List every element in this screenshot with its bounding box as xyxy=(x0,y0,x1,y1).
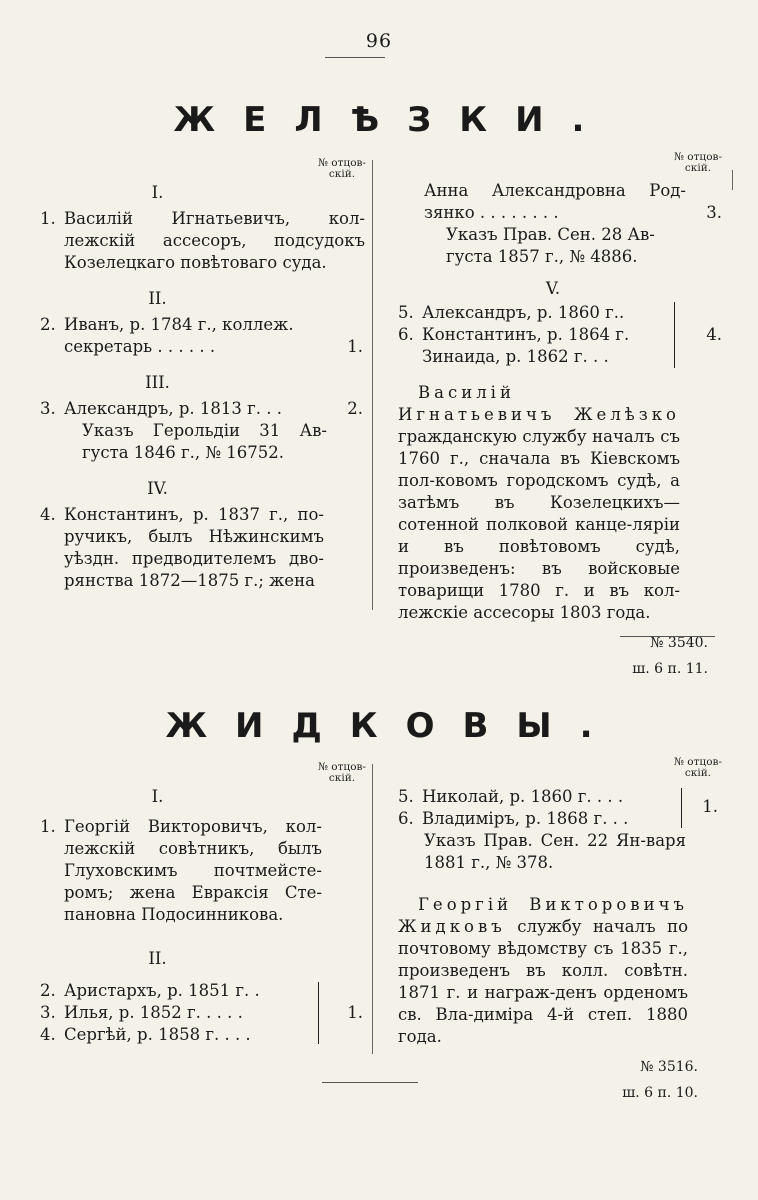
decree: Указъ Прав. Сен. 22 Ян-варя 1881 г., № 378. xyxy=(424,831,686,872)
biography-note xyxy=(398,382,680,624)
wife-otc: 3. xyxy=(706,203,722,222)
biography-name: Георгiй Викторовичъ Жидковъ xyxy=(398,895,688,936)
otc-label-right-1: № отцов- скiй. xyxy=(674,151,722,174)
biography-paragraph xyxy=(398,382,680,624)
entry-number: 2. xyxy=(40,315,56,334)
biography-paragraph xyxy=(398,894,688,1048)
archive-ref-number: № 3516. xyxy=(640,1059,698,1075)
wife-name: Анна Александровна Род-зянко . . . . . . . . xyxy=(424,181,686,222)
archive-ref-number: № 3540. xyxy=(650,635,708,651)
column-divider-left-1 xyxy=(372,160,373,610)
family-title-zhelezki: ЖЕЛѢЗКИ. xyxy=(173,100,613,140)
person-entry-7 xyxy=(398,346,718,368)
entry-text: Георгiй Викторовичъ, кол-лежскiй совѣтникъ, былъ Глуховскимъ почтмейсте-ромъ; жена Евраксiя Сте-пановна Подосинникова. xyxy=(64,817,322,924)
entry-text: Зинаида, р. 1862 г. . . xyxy=(422,347,609,366)
column-divider-left-2 xyxy=(372,764,373,1054)
person-entry-4 xyxy=(40,1024,365,1046)
entry-number: 5. xyxy=(398,787,414,806)
entry-text: Аристархъ, р. 1851 г. . xyxy=(64,981,260,1000)
entry-text: Константинъ, р. 1864 г. xyxy=(422,325,630,344)
person-entry-2 xyxy=(40,314,365,358)
entry-text: Сергѣй, р. 1858 г. . . . xyxy=(64,1025,251,1044)
entry-number: 6. xyxy=(398,325,414,344)
person-entry-1 xyxy=(40,816,365,926)
family1-right-column xyxy=(398,180,722,680)
entry-number: 6. xyxy=(398,809,414,828)
entry-number: 4. xyxy=(40,1025,56,1044)
person-entry-3 xyxy=(40,1002,365,1024)
otc-label-left-2: № отцов- скiй. xyxy=(318,761,366,784)
entry-number: 3. xyxy=(40,1003,56,1022)
generation-heading: IV. xyxy=(147,479,168,498)
header-rule xyxy=(325,57,385,58)
person-entry-4 xyxy=(40,504,365,592)
entry-number: 3. xyxy=(40,399,56,418)
entry-otc: 2. xyxy=(347,399,363,418)
entry-text: Александръ, р. 1860 г.. xyxy=(422,303,625,322)
column-divider-right-1 xyxy=(732,170,733,190)
generation-heading: II. xyxy=(148,289,167,308)
group-otc: 4. xyxy=(706,325,722,344)
children-group xyxy=(398,786,718,830)
group-brace xyxy=(681,788,682,828)
person-entry-3 xyxy=(40,398,365,464)
group-otc: 1. xyxy=(702,797,718,816)
wife-decree: Указъ Прав. Сен. 28 Ав-густа 1857 г., № 4886. xyxy=(446,225,655,266)
group-otc: 1. xyxy=(347,1003,363,1022)
otc-label-left-1: № отцов- скiй. xyxy=(318,157,366,180)
children-group xyxy=(398,302,722,368)
group-brace xyxy=(318,982,319,1044)
entry-number: 1. xyxy=(40,209,56,228)
entry-text: Александръ, р. 1813 г. . . xyxy=(64,399,282,418)
entry-number: 1. xyxy=(40,817,56,836)
person-entry-2 xyxy=(40,980,365,1002)
generation-heading: V. xyxy=(545,279,561,298)
generation-heading: II. xyxy=(148,949,167,968)
entry-otc: 1. xyxy=(347,337,363,356)
person-entry-6 xyxy=(398,324,718,346)
family2-right-column xyxy=(398,786,718,1104)
entry-text: Илья, р. 1852 г. . . . . xyxy=(64,1003,243,1022)
biography-text: службу началъ по почтовому вѣдомству съ 1835 г., произведенъ въ колл. совѣтн. 1871 г. и награж-денъ орденомъ св. Вла-димiра 4-й степ. 1880 года. xyxy=(398,917,689,1046)
archive-ref-shelf: ш. 6 п. 11. xyxy=(632,661,708,677)
group-brace xyxy=(674,302,675,368)
generation-heading: III. xyxy=(145,373,170,392)
biography-text: гражданскую службу началъ съ 1760 г., сначала въ Кiевскомъ пол-ковомъ городскомъ судѣ, а затѣмъ въ Козелецкихъ—сотенной полковой канце-ляріи и въ повѣтовомъ судѣ, произведенъ: въ войсковые товарищи 1780 г. и въ кол-лежскiе ассесоры 1803 года. xyxy=(398,427,680,622)
otc-label-right-2: № отцов- скiй. xyxy=(674,756,722,779)
person-entry-5 xyxy=(398,302,718,324)
person-entry-6 xyxy=(398,808,718,830)
entry-text: Владимiръ, р. 1868 г. . . xyxy=(422,809,629,828)
entry-text: Иванъ, р. 1784 г., коллеж. секретарь . . . . . . xyxy=(64,315,294,356)
person-entry-5 xyxy=(398,786,718,808)
section-divider-2 xyxy=(322,1082,418,1083)
generation-heading: I. xyxy=(151,183,164,202)
biography-note xyxy=(398,894,688,1048)
entry-text: Николай, р. 1860 г. . . . xyxy=(422,787,624,806)
family1-left-column xyxy=(40,182,365,592)
children-group xyxy=(40,980,365,1046)
entry-text: Василiй Игнатьевичъ, кол-лежскiй ассесоръ, подсудокъ Козелецкаго повѣтоваго суда. xyxy=(64,209,365,272)
entry-number: 4. xyxy=(40,505,56,524)
biography-name: Василiй Игнатьевичъ Желѣзко xyxy=(398,383,680,424)
entry-number: 5. xyxy=(398,303,414,322)
family2-left-column xyxy=(40,786,365,1046)
wife-entry xyxy=(398,180,722,268)
entry-text: Константинъ, р. 1837 г., по-ручикъ, былъ Нѣжинскимъ уѣздн. предводителемъ дво-рянства 1872—1875 г.; жена xyxy=(64,505,324,590)
entry-decree: Указъ Герольдiи 31 Ав-густа 1846 г., № 16752. xyxy=(82,421,327,462)
entry-number: 2. xyxy=(40,981,56,1000)
generation-heading: I. xyxy=(151,787,164,806)
archive-ref-shelf: ш. 6 п. 10. xyxy=(622,1085,698,1101)
family-title-zhidkovy: ЖИДКОВЫ. xyxy=(165,706,621,746)
section-divider-1 xyxy=(620,636,715,637)
person-entry-1 xyxy=(40,208,365,274)
page-number: 96 xyxy=(365,30,393,52)
